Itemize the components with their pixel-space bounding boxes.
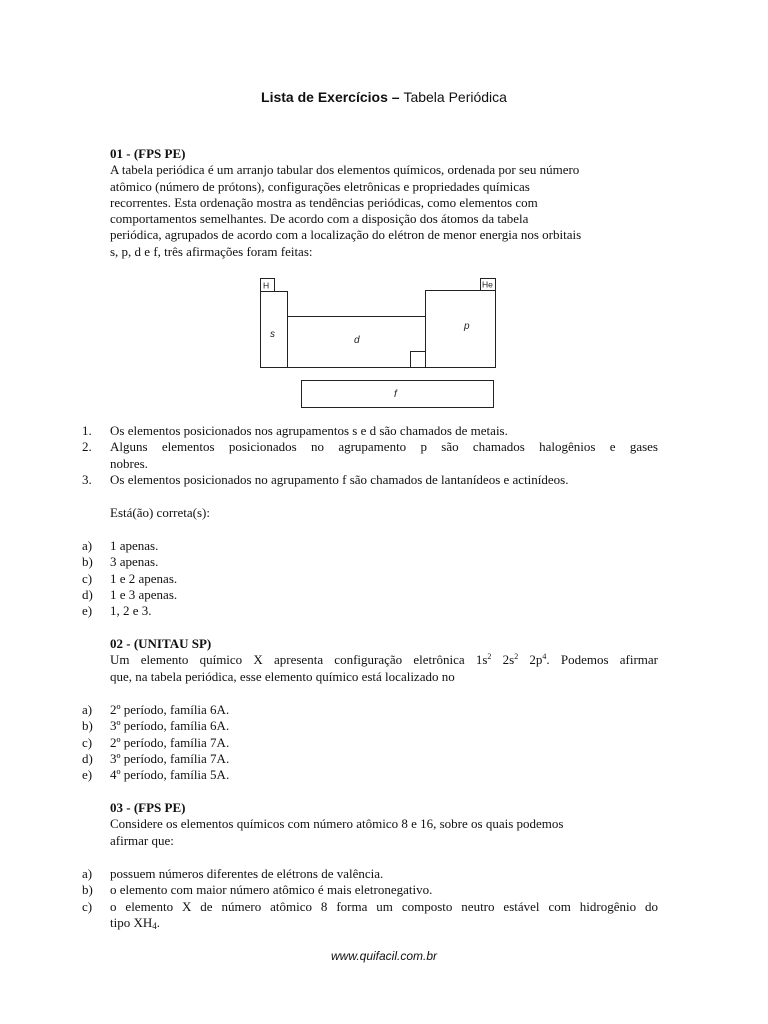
f-label: f xyxy=(394,389,397,400)
statement-number: 1. xyxy=(82,423,92,438)
s-label: s xyxy=(270,329,275,340)
text-line: Considere os elementos químicos com número atômico 8 e 16, sobre os quais podemos xyxy=(110,816,564,832)
question-1-options xyxy=(82,538,658,619)
question-2-header: 02 - (UNITAU SP) xyxy=(110,636,212,651)
option-text: 1, 2 e 3. xyxy=(110,603,152,619)
text-segment: . Podemos afirmar xyxy=(546,652,659,668)
title-normal: Tabela Periódica xyxy=(403,89,507,105)
question-3-options xyxy=(82,866,658,931)
p-label: p xyxy=(464,321,470,332)
question-2-line-1 xyxy=(110,652,658,668)
option-text: 3º período, família 7A. xyxy=(110,750,230,766)
option-line xyxy=(110,915,658,931)
text-line: recorrentes. Esta ordenação mostra as tendências periódicas, como elementos com xyxy=(110,194,538,210)
periodic-table-diagram xyxy=(258,276,498,410)
footer-url: www.quifacil.com.br xyxy=(330,949,438,963)
option-item xyxy=(82,735,658,751)
option-text: 2º período, família 6A. xyxy=(110,702,230,717)
text-line: A tabela periódica é um arranjo tabular dos elementos químicos, ordenada por seu número xyxy=(110,162,580,178)
d-label: d xyxy=(354,335,360,346)
option-item xyxy=(82,587,658,603)
option-letter: d) xyxy=(82,586,93,602)
question-1 xyxy=(110,146,658,260)
option-text: o elemento com maior número atômico é mais eletronegativo. xyxy=(110,882,433,898)
option-letter: c) xyxy=(82,898,93,914)
f-block xyxy=(302,381,494,408)
option-item xyxy=(82,702,658,718)
option-item xyxy=(82,751,658,767)
option-letter: b) xyxy=(82,882,93,898)
question-2-options xyxy=(82,702,658,783)
text-segment: 2p xyxy=(518,652,543,668)
option-text: 3 apenas. xyxy=(110,554,159,570)
option-letter: c) xyxy=(82,570,93,586)
statement-number: 2. xyxy=(82,439,92,455)
superscript: 2 xyxy=(514,652,519,662)
option-item xyxy=(82,603,658,619)
statement-text: Os elementos posicionados nos agrupamentos s e d são chamados de metais. xyxy=(110,423,508,438)
h-label: H xyxy=(263,280,270,291)
option-text: 1 apenas. xyxy=(110,538,159,553)
option-letter: c) xyxy=(82,734,93,750)
statement-list xyxy=(82,423,658,488)
option-letter: b) xyxy=(82,554,93,570)
option-text: 1 e 3 apenas. xyxy=(110,586,178,602)
option-item xyxy=(82,767,658,783)
option-text xyxy=(110,899,658,932)
option-letter: a) xyxy=(82,866,93,881)
list-item xyxy=(82,423,658,439)
question-2-line-2: que, na tabela periódica, esse elemento químico está localizado no xyxy=(110,668,455,684)
text-segment: tipo XH xyxy=(110,914,153,930)
superscript: 4 xyxy=(542,652,547,662)
option-letter: a) xyxy=(82,702,93,717)
question-3-header: 03 - (FPS PE) xyxy=(110,800,186,815)
option-text: 2º período, família 7A. xyxy=(110,734,230,750)
option-letter: b) xyxy=(82,718,93,734)
superscript: 2 xyxy=(487,652,492,662)
option-item xyxy=(82,718,658,734)
statement-line: Alguns elementos posicionados no agrupamento p são chamados halogênios e gases xyxy=(110,439,658,455)
option-item xyxy=(82,554,658,570)
statement-text: Os elementos posicionados no agrupamento f são chamados de lantanídeos e actinídeos. xyxy=(110,471,569,487)
question-1-text xyxy=(110,162,658,260)
question-3 xyxy=(110,800,658,849)
option-item xyxy=(82,866,658,882)
option-letter: e) xyxy=(82,767,93,783)
option-letter: d) xyxy=(82,750,93,766)
option-text: 4º período, família 5A. xyxy=(110,767,230,783)
option-text: 3º período, família 6A. xyxy=(110,718,230,734)
statement-line: nobres. xyxy=(110,455,148,471)
option-text: possuem números diferentes de elétrons de valência. xyxy=(110,866,384,881)
question-1-prompt: Está(ão) correta(s): xyxy=(110,505,210,520)
text-line: atômico (número de prótons), configurações eletrônicas e propriedades químicas xyxy=(110,178,530,194)
subscript: 4 xyxy=(152,920,157,931)
list-item xyxy=(82,439,658,472)
option-text: 1 e 2 apenas. xyxy=(110,570,178,586)
question-2 xyxy=(110,636,658,685)
option-item xyxy=(82,571,658,587)
option-letter: a) xyxy=(82,538,93,553)
question-1-header: 01 - (FPS PE) xyxy=(110,146,186,161)
text-segment: 2s xyxy=(491,652,515,668)
list-item xyxy=(82,472,658,488)
page-title xyxy=(0,89,768,105)
statement-text xyxy=(110,439,658,472)
text-segment: Um elemento químico X apresenta configuração eletrônica 1s xyxy=(110,652,488,668)
option-letter: e) xyxy=(82,603,93,619)
text-line: s, p, d e f, três afirmações foram feitas: xyxy=(110,243,313,259)
option-item xyxy=(82,882,658,898)
statement-number: 3. xyxy=(82,471,92,487)
option-line: o elemento X de número atômico 8 forma um composto neutro estável com hidrogênio do xyxy=(110,898,658,914)
option-item xyxy=(82,899,658,932)
he-label: He xyxy=(482,279,493,290)
text-line: comportamentos semelhantes. De acordo com a disposição dos átomos da tabela xyxy=(110,211,529,227)
title-bold: Lista de Exercícios – xyxy=(261,89,404,105)
p-block xyxy=(411,291,496,368)
text-line: afirmar que: xyxy=(110,832,174,848)
text-line: periódica, agrupados de acordo com a localização do elétron de menor energia nos orbitais xyxy=(110,227,582,243)
text-segment: . xyxy=(156,914,160,930)
option-item xyxy=(82,538,658,554)
